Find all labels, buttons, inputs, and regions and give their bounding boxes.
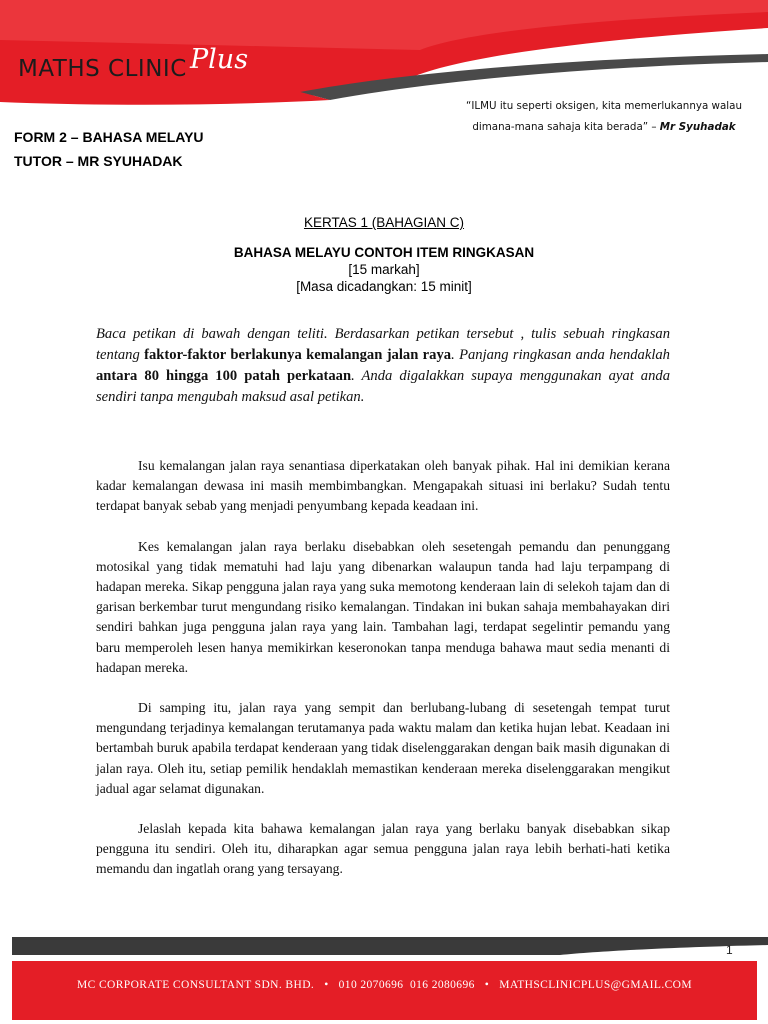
instructions-text-3: . Anda digalakkan supaya menggunakan ayat anda sendiri tanpa mengubah maksud asal petikan. [96, 368, 670, 405]
page-number: 1 [726, 943, 733, 957]
footer-bullet: • [324, 979, 329, 991]
instructions-bold-topic: faktor-faktor berlakunya kemalangan jalan raya [144, 347, 452, 363]
passage-paragraph-4: Jelaslah kepada kita bahawa kemalangan jalan raya yang berlaku banyak disebabkan sikap pengguna itu sendiri. Oleh itu, diharapkan agar semua pengguna jalan raya lebih berhati-hati ketika memandu dan ingatlah orang yang tersayang. [96, 821, 670, 877]
instructions [96, 324, 670, 408]
tutor-name: TUTOR – MR SYUHADAK [14, 153, 183, 169]
instructions-text-1: Baca petikan di bawah dengan teliti. Berdasarkan petikan tersebut , tulis sebuah ringkasan tentang [96, 326, 670, 363]
passage [96, 456, 670, 900]
time-note: [Masa dicadangkan: 15 minit] [296, 279, 472, 294]
footer-company: MC CORPORATE CONSULTANT SDN. BHD. [76, 979, 315, 991]
marks-note: [15 markah] [348, 262, 420, 277]
footer-phone-2: 016 2080696 [409, 979, 475, 991]
brand-plus-script: Plus [190, 44, 249, 75]
paper-heading: KERTAS 1 (BAHAGIAN C) [303, 215, 465, 230]
section-title: BAHASA MELAYU CONTOH ITEM RINGKASAN [233, 245, 535, 260]
passage-paragraph-2: Kes kemalangan jalan raya berlaku disebabkan oleh sesetengah pemandu dan penunggang motosikal yang tidak mematuhi had laju yang dibenarkan walaupun tanda had laju terpampang di hadapan mereka. Sikap pengguna jalan raya yang suka memotong kenderaan lain di selekoh tajam dan di garisan berkembar turut mengundang risiko kemalangan. Tindakan ini bukan sahaja membahayakan diri sendiri bahkan juga pengguna jalan raya yang lain. Tambahan lagi, terdapat segelintir pemandu yang baru memperoleh lesen hanya memikirkan keseronokan tanpa menduga bahawa maut sedia menanti di hadapan mereka. [96, 538, 670, 675]
motto-quote [448, 96, 760, 138]
quote-text: “ILMU itu seperti oksigen, kita memerlukannya walau dimana-mana sahaja kita berada” – [466, 100, 742, 133]
footer-email: MATHSCLINICPLUS@GMAIL.COM [499, 979, 692, 991]
instructions-text-2: . Panjang ringkasan anda hendaklah [451, 347, 670, 363]
brand-name: MATHS CLINIC [18, 56, 187, 82]
passage-paragraph-3: Di samping itu, jalan raya yang sempit dan berlubang-lubang di sesetengah tempat turut mengundang terjadinya kemalangan terutamanya pada waktu malam dan ketika hujan lebat. Keadaan ini bertambah buruk apabila terdapat kenderaan yang tidak diselenggarakan dengan baik masih digunakan di jalan raya. Oleh itu, setiap pemilik hendaklah memastikan kenderaan mereka diselenggarakan mengikut jadual agar selamat digunakan. [96, 700, 670, 796]
form-subject: FORM 2 – BAHASA MELAYU [14, 129, 204, 145]
instructions-bold-wordcount: antara 80 hingga 100 patah perkataan [96, 368, 352, 384]
passage-paragraph-1: Isu kemalangan jalan raya senantiasa diperkatakan oleh banyak pihak. Hal ini demikian kerana kadar kemalangan dewasa ini masih membimbangkan. Mengapakah situasi ini berlaku? Sudah tentu terdapat banyak sebab yang menjadi penyumbang kepada keadaan ini. [96, 458, 670, 514]
footer-bullet: • [484, 979, 490, 991]
quote-author: Mr Syuhadak [659, 121, 736, 133]
footer-contact [12, 979, 757, 991]
footer-phone-1: 010 2070696 [338, 979, 404, 991]
